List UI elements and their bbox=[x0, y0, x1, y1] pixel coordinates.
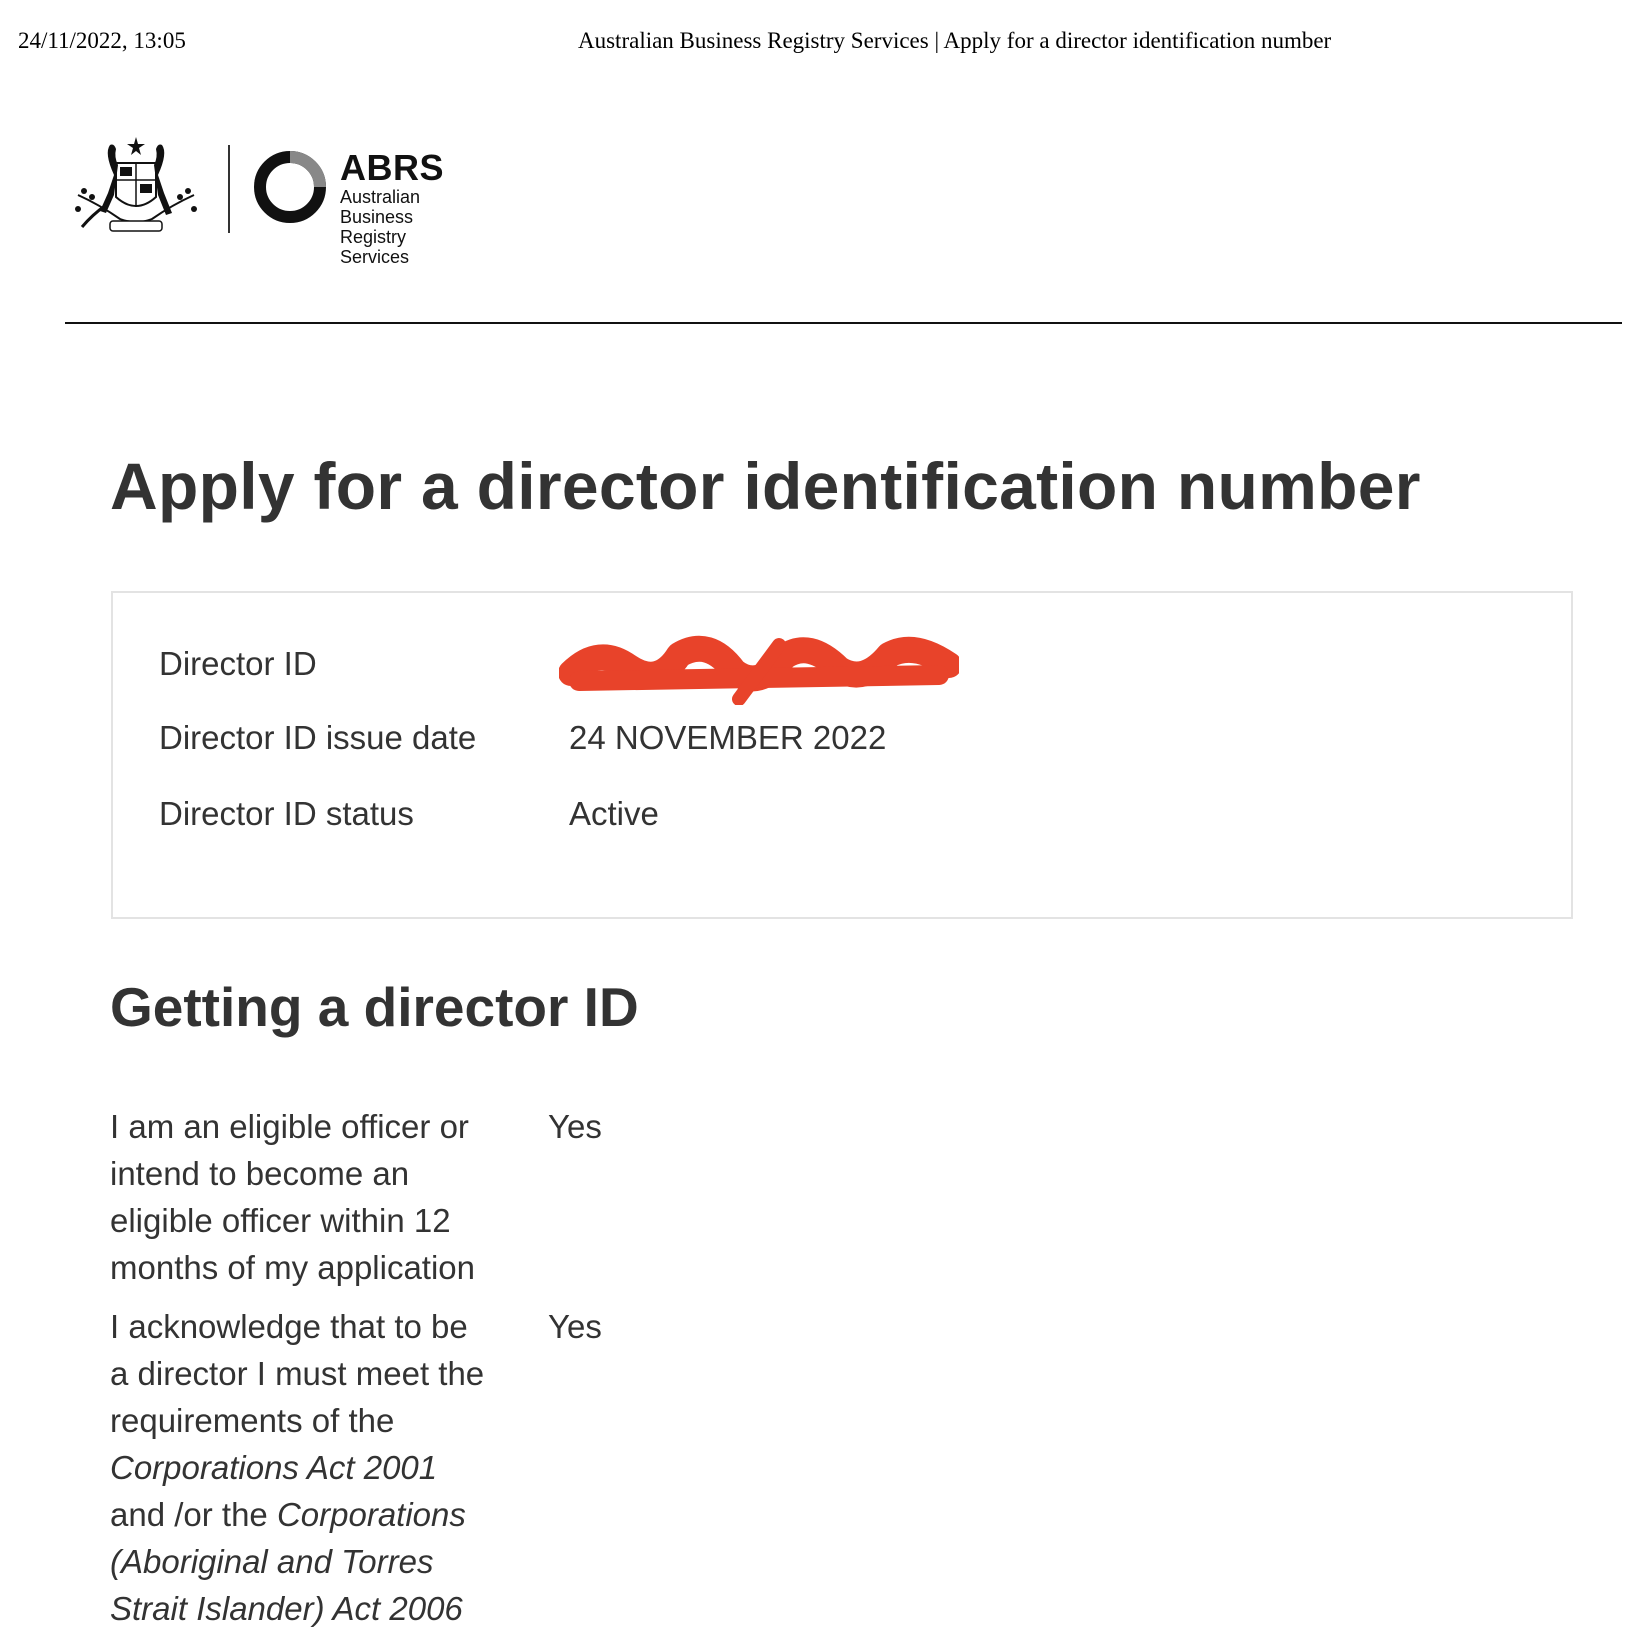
section-title: Getting a director ID bbox=[110, 976, 639, 1038]
issue-date-value: 24 NOVEMBER 2022 bbox=[569, 719, 887, 756]
abrs-subtitle bbox=[340, 187, 420, 267]
director-id-label: Director ID bbox=[159, 645, 317, 682]
question-line: I am an eligible officer or bbox=[110, 1108, 469, 1145]
question-line bbox=[110, 1585, 530, 1632]
abrs-subtitle-line1: Australian Business bbox=[340, 187, 421, 227]
redaction-scribble bbox=[559, 625, 959, 705]
act-name: Corporations Act 2001 bbox=[110, 1449, 438, 1486]
issue-date-label: Director ID issue date bbox=[159, 719, 477, 756]
answer-value: Yes bbox=[548, 1308, 602, 1345]
question-line: I acknowledge that to be bbox=[110, 1308, 468, 1345]
question-text-fragment: and /or the bbox=[110, 1496, 277, 1533]
question-line: eligible officer within 12 bbox=[110, 1202, 451, 1239]
print-datetime: 24/11/2022, 13:05 bbox=[18, 28, 186, 53]
question-text bbox=[110, 1303, 530, 1632]
director-id-summary-card bbox=[111, 591, 1573, 919]
question-line bbox=[110, 1538, 530, 1585]
question-line: requirements of the bbox=[110, 1402, 395, 1439]
status-value: Active bbox=[569, 795, 659, 832]
status-label: Director ID status bbox=[159, 795, 414, 832]
page-title: Apply for a director identification number bbox=[110, 449, 1421, 523]
question-text bbox=[110, 1103, 530, 1291]
answer-value: Yes bbox=[548, 1108, 602, 1145]
question-line: months of my application bbox=[110, 1249, 476, 1286]
act-name: Strait Islander) Act 2006 bbox=[110, 1590, 463, 1627]
abrs-subtitle-line2: Registry Services bbox=[340, 227, 410, 267]
abrs-ring-icon bbox=[250, 147, 330, 227]
question-line bbox=[110, 1444, 530, 1491]
coat-of-arms-icon bbox=[70, 135, 202, 237]
question-line bbox=[110, 1491, 530, 1538]
print-header bbox=[0, 28, 1644, 58]
act-name: Corporations bbox=[276, 1496, 466, 1533]
header-divider bbox=[65, 322, 1622, 324]
question-line: a director I must meet the bbox=[110, 1355, 485, 1392]
question-line: intend to become an bbox=[110, 1155, 410, 1192]
print-page-title: Australian Business Registry Services | Apply for a director identification number bbox=[578, 28, 1332, 53]
abrs-wordmark: ABRS bbox=[340, 147, 445, 188]
logo-divider bbox=[228, 145, 230, 233]
act-name: (Aboriginal and Torres bbox=[110, 1543, 434, 1580]
